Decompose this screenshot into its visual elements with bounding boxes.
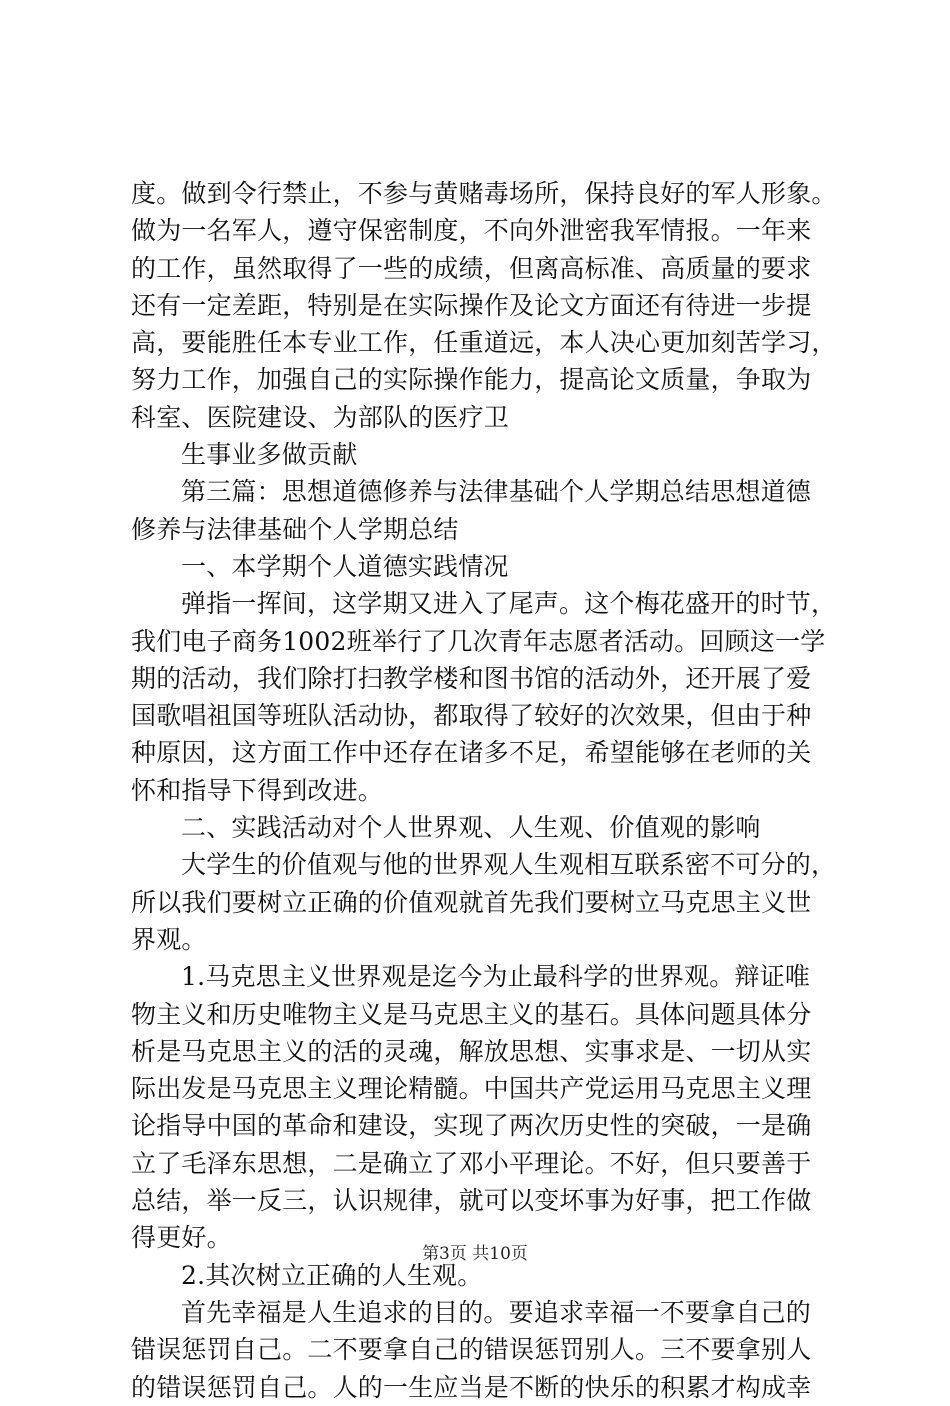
text-line: 二、实践活动对个人世界观、人生观、价值观的影响	[181, 813, 761, 843]
text-line: 错误惩罚自己。二不要拿自己的错误惩罚别人。三不要拿别人	[131, 1335, 812, 1365]
text-line: 2.其次树立正确的人生观。	[181, 1260, 483, 1290]
text-line: 高，要能胜任本专业工作，任重道远，本人决心更加刻苦学习，	[131, 328, 837, 358]
text-line: 期的活动，我们除打扫教学楼和图书馆的活动外，还开展了爱	[131, 663, 812, 693]
text-line: 修养与法律基础个人学期总结	[131, 514, 459, 544]
text-line: 科室、医院建设、为部队的医疗卫	[131, 402, 510, 432]
text-line: 界观。	[131, 924, 207, 954]
document-body	[131, 175, 837, 1406]
text-line: 度。做到令行禁止，不参与黄赌毒场所，保持良好的军人形象。	[131, 179, 837, 208]
text-line: 弹指一挥间，这学期又进入了尾声。这个梅花盛开的时节，	[181, 589, 837, 619]
text-line: 立了毛泽东思想，二是确立了邓小平理论。不好，但只要善于	[131, 1148, 812, 1178]
text-line: 所以我们要树立正确的价值观就首先我们要树立马克思主义世	[131, 887, 812, 917]
text-line: 首先幸福是人生追求的目的。要追求幸福一不要拿自己的	[181, 1297, 812, 1327]
text-line: 还有一定差距，特别是在实际操作及论文方面还有待进一步提	[131, 290, 812, 320]
text-line: 种原因，这方面工作中还存在诸多不足，希望能够在老师的关	[131, 738, 812, 768]
text-line: 析是马克思主义的活的灵魂，解放思想、实事求是、一切从实	[131, 1036, 812, 1066]
text-line: 的工作，虽然取得了一些的成绩，但离高标准、高质量的要求	[131, 253, 812, 283]
text-line: 1.马克思主义世界观是迄今为止最科学的世界观。辩证唯	[181, 962, 811, 992]
text-line: 得更好。	[131, 1223, 232, 1253]
text-line: 做为一名军人，遵守保密制度，不向外泄密我军情报。一年来	[131, 216, 812, 246]
text-line: 努力工作，加强自己的实际操作能力，提高论文质量，争取为	[131, 365, 812, 395]
text-line: 我们电子商务1002班举行了几次青年志愿者活动。回顾这一学	[131, 626, 826, 656]
text-line: 总结，举一反三，认识规律，就可以变坏事为好事，把工作做	[131, 1186, 812, 1216]
text-line: 大学生的价值观与他的世界观人生观相互联系密不可分的，	[181, 850, 837, 880]
text-line: 一、本学期个人道德实践情况	[181, 551, 509, 581]
text-line: 际出发是马克思主义理论精髓。中国共产党运用马克思主义理	[131, 1074, 812, 1104]
text-line: 第三篇：思想道德修养与法律基础个人学期总结思想道德	[181, 477, 812, 507]
text-line: 物主义和历史唯物主义是马克思主义的基石。具体问题具体分	[131, 999, 812, 1029]
page-footer: 第3页 共10页	[422, 1244, 528, 1264]
text-line: 生事业多做贡献	[181, 440, 358, 470]
text-line: 论指导中国的革命和建设，实现了两次历史性的突破，一是确	[131, 1111, 812, 1141]
text-line: 怀和指导下得到改进。	[131, 775, 384, 805]
text-line: 的错误惩罚自己。人的一生应当是不断的快乐的积累才构成幸	[131, 1372, 812, 1402]
text-line: 国歌唱祖国等班队活动协，都取得了较好的次效果，但由于种	[131, 701, 812, 731]
